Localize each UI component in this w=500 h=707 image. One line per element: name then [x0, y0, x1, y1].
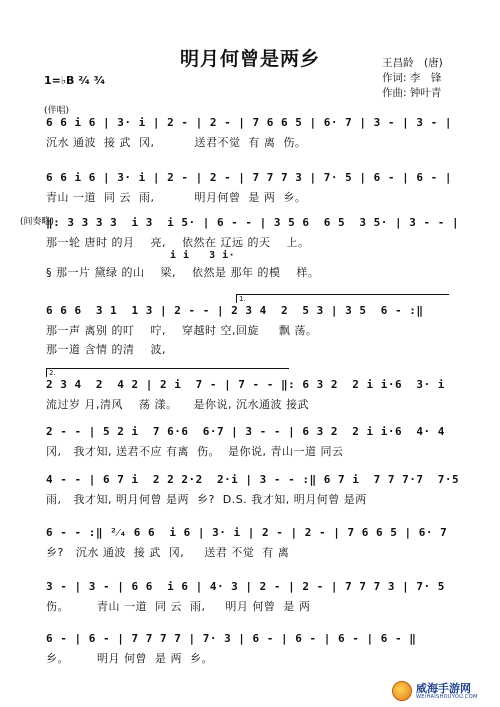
- staff-lyrics-1: 沉水 通波 接 武 冈, 送君不觉 有 离 伤。: [46, 136, 307, 149]
- volta-1: 1.: [236, 294, 449, 303]
- staff-notes-5: 2 3 4 2 4 2 | 2 i 7 - | 7 - - ‖: 6 3 2 2 i i·6 3· i: [46, 378, 445, 391]
- staff-notes-7: 4 - - | 6 7 i 2 2 2·2 2·i | 3 - - :‖ 6 7 i 7 7 7·7 7·5: [46, 473, 460, 486]
- staff-notes-4: 6 6 6 3 1 1 3 | 2 - - | 2 3 4 2 5 3 | 3 5 6 - :‖: [46, 304, 424, 317]
- staff-lyrics-5: 流过岁 月,清风 荡 漾。 是你说, 沉水通波 接武: [46, 398, 309, 411]
- staff-notes-3: ‖: 3 3 3 3 i 3 i 5· | 6 - - | 3 5 6 6 5 3 5· | 3 - - |: [46, 216, 460, 229]
- watermark-url: WEIHAISHOUYOU.COM: [416, 693, 478, 700]
- staff-notes-10: 6 - | 6 - | 7 7 7 7 | 7· 3 | 6 - | 6 - | 6 - | 6 - ‖: [46, 632, 417, 645]
- staff-notes-8: 6 - - :‖ ²⁄₄ 6 6 i 6 | 3· i | 2 - | 2 - | 7 6 6 5 | 6· 7: [46, 526, 448, 539]
- staff-lyrics-7: 雨, 我才知, 明月何曾 是两 乡? D.S. 我才知, 明月何曾 是两: [46, 493, 367, 506]
- song-title: 明月何曾是两乡: [179, 48, 320, 70]
- credits: [382, 56, 443, 101]
- staff-lyrics-3a: 那一轮 唐时 的月 亮, 依然在 辽远 的天 上。: [46, 236, 310, 249]
- site-watermark: [392, 680, 492, 702]
- staff-notes-1: 6 6 i 6 | 3· i | 2 - | 2 - | 7 6 6 5 | 6· 7 | 3 - | 3 - |: [46, 116, 452, 129]
- staff-lyrics-8: 乡? 沉水 通波 接 武 冈, 送君 不觉 有 离: [46, 546, 290, 559]
- staff-notes-3-extra: i i 3 i·: [170, 250, 236, 261]
- staff-lyrics-2: 青山 一道 同 云 雨, 明月何曾 是 两 乡。: [46, 191, 307, 204]
- lyricist-credit: 作词: 李 锋: [382, 72, 442, 84]
- staff-notes-6: 2 - - | 5 2 i 7 6·6 6·7 | 3 - - | 6 3 2 2 i i·6 4· 4: [46, 425, 445, 438]
- lead-in-label: (伴唱): [44, 106, 70, 116]
- staff-lyrics-9: 伤。 青山 一道 同 云 雨, 明月 何曾 是 两: [46, 600, 311, 613]
- poet-credit: 王昌龄 (唐): [382, 57, 443, 69]
- staff-lyrics-4a: 那一声 离别 的叮 咛, 穿越时 空,回旋 飘 荡。: [46, 324, 318, 337]
- watermark-name: 威海手游网: [416, 681, 471, 695]
- staff-lyrics-10: 乡。 明月 何曾 是 两 乡。: [46, 652, 213, 665]
- staff-notes-2: 6 6 i 6 | 3· i | 2 - | 2 - | 7 7 7 3 | 7· 5 | 6 - | 6 - |: [46, 171, 452, 184]
- staff-lyrics-4b: 那一道 含情 的清 波,: [46, 343, 166, 356]
- interlude-label: (间奏略): [20, 217, 55, 227]
- composer-credit: 作曲: 钟叶青: [382, 87, 442, 99]
- watermark-logo-icon: [392, 681, 412, 701]
- staff-lyrics-3b: § 那一片 黛绿 的山 梁, 依然是 那年 的模 样。: [46, 266, 320, 279]
- staff-lyrics-6: 冈, 我才知, 送君不应 有离 伤。 是你说, 青山一道 同云: [46, 445, 344, 458]
- volta-2: 2.: [46, 368, 289, 377]
- key-signature: 1=♭B ²⁄₄ ³⁄₄: [44, 74, 106, 87]
- staff-notes-9: 3 - | 3 - | 6 6 i 6 | 4· 3 | 2 - | 2 - | 7 7 7 3 | 7· 5: [46, 580, 445, 593]
